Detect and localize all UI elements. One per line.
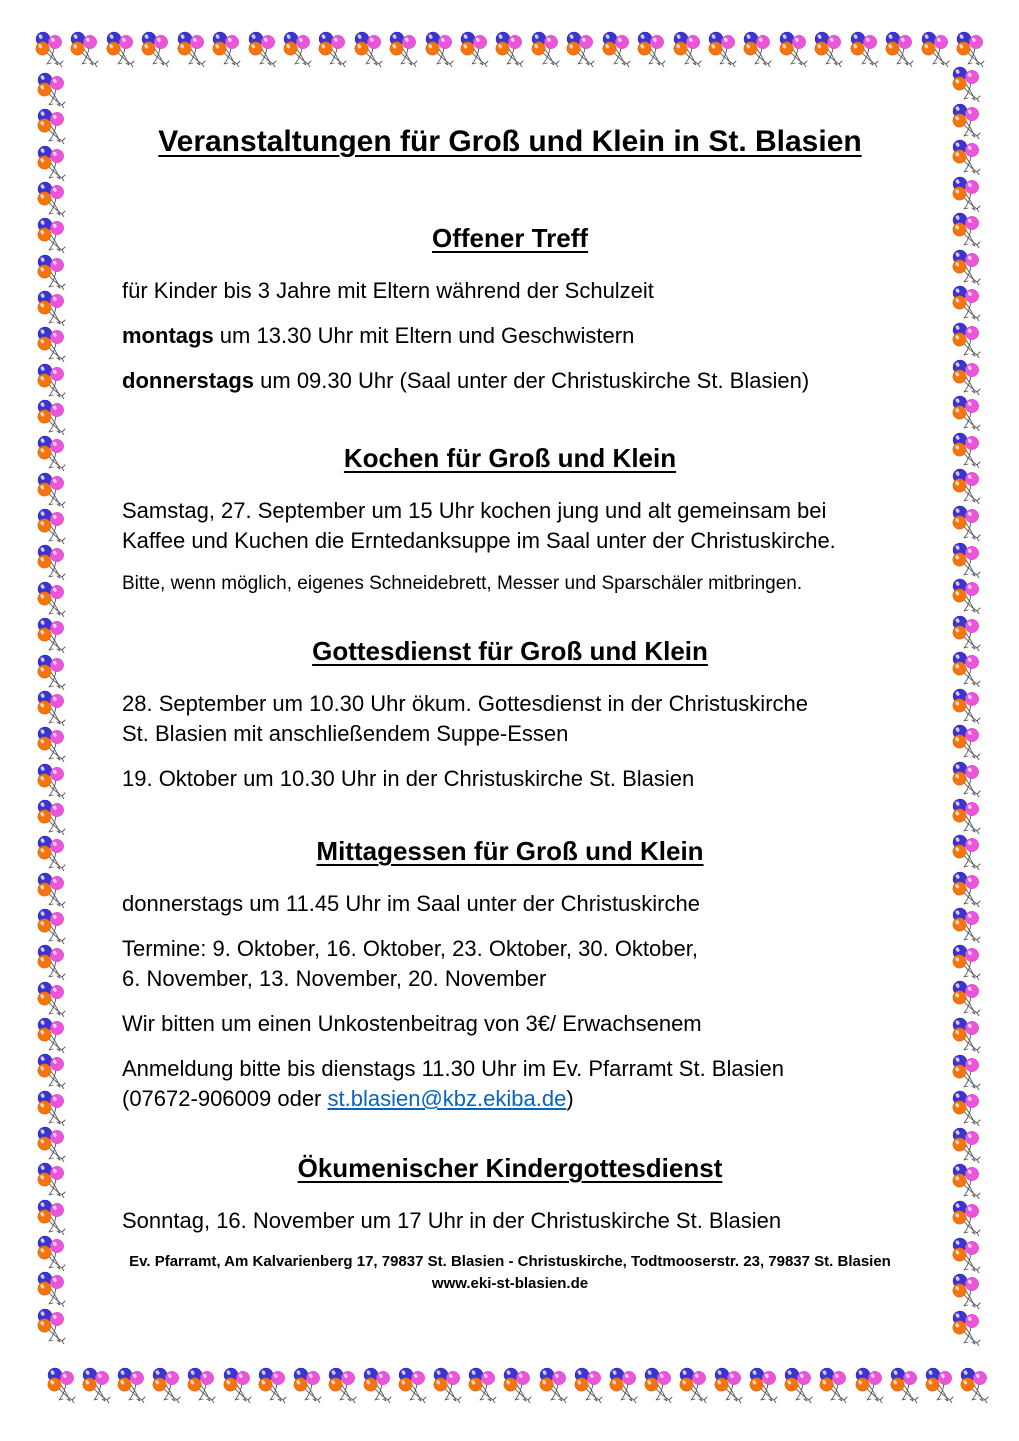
balloon-cluster-icon [36,108,70,144]
text-line: Samstag, 27. September um 15 Uhr kochen jung und alt gemeinsam bei [122,498,827,523]
balloon-cluster-icon [36,908,70,944]
text-line: St. Blasien mit anschließendem Suppe-Essen [122,721,569,746]
section-kindergottesdienst [122,1152,898,1236]
balloon-cluster-icon [36,145,70,181]
balloon-cluster-icon [222,1367,256,1403]
text-run: um 13.30 Uhr mit Eltern und Geschwistern [213,323,635,348]
balloon-cluster-icon [36,472,70,508]
balloon-cluster-icon [959,1367,993,1403]
balloon-cluster-icon [951,249,985,285]
balloon-cluster-icon [459,31,493,67]
balloon-cluster-icon [951,505,985,541]
balloon-cluster-icon [36,1235,70,1271]
balloon-cluster-icon [951,944,985,980]
balloon-cluster-icon [951,578,985,614]
balloon-cluster-icon [951,1310,985,1346]
balloon-cluster-icon [257,1367,291,1403]
balloon-cluster-icon [34,31,68,67]
balloon-cluster-icon [742,31,776,67]
balloon-cluster-icon [951,980,985,1016]
balloon-cluster-icon [36,763,70,799]
balloon-cluster-icon [36,872,70,908]
balloon-cluster-icon [951,688,985,724]
balloon-cluster-icon [713,1367,747,1403]
balloon-cluster-icon [282,31,316,67]
section-offener-treff [122,222,898,396]
text-run-bold: montags [122,323,214,348]
balloon-cluster-icon [36,181,70,217]
section-heading-offener-treff: Offener Treff [431,223,589,253]
text-line: Kaffee und Kuchen die Erntedanksuppe im Saal unter der Christuskirche. [122,528,836,553]
balloon-cluster-icon [951,798,985,834]
balloon-cluster-icon [530,31,564,67]
balloon-cluster-icon [36,1308,70,1344]
balloon-cluster-icon [36,326,70,362]
balloon-cluster-icon [502,1367,536,1403]
balloon-cluster-icon [36,1090,70,1126]
balloon-cluster-icon [36,1162,70,1198]
balloon-cluster-icon [849,31,883,67]
paragraph-donnerstags [122,366,898,396]
flyer-content [122,124,898,1295]
section-mittagessen [122,835,898,1114]
paragraph-kindergottesdienst-termin: Sonntag, 16. November um 17 Uhr in der Christuskirche St. Blasien [122,1208,782,1233]
section-gottesdienst [122,635,898,794]
balloon-cluster-icon [36,654,70,690]
balloon-cluster-icon [951,1200,985,1236]
balloon-cluster-icon [176,31,210,67]
balloon-cluster-icon [818,1367,852,1403]
paragraph-unkostenbeitrag: Wir bitten um einen Unkostenbeitrag von 3€/ Erwachsenem [122,1011,702,1036]
balloon-cluster-icon [538,1367,572,1403]
balloon-cluster-icon [608,1367,642,1403]
balloon-cluster-icon [951,468,985,504]
balloon-cluster-icon [951,1163,985,1199]
balloon-cluster-icon [643,1367,677,1403]
paragraph-kochen-hinweis: Bitte, wenn möglich, eigenes Schneidebrett, Messer und Sparschäler mitbringen. [122,573,803,594]
balloon-cluster-icon [36,981,70,1017]
balloon-cluster-icon [924,1367,958,1403]
balloon-cluster-icon [186,1367,220,1403]
balloon-cluster-icon [432,1367,466,1403]
balloon-cluster-icon [36,835,70,871]
balloon-cluster-icon [362,1367,396,1403]
balloon-cluster-icon [36,1199,70,1235]
balloon-cluster-icon [951,1090,985,1126]
balloon-cluster-icon [951,651,985,687]
balloon-border-top [34,31,989,71]
balloon-cluster-icon [951,432,985,468]
balloon-cluster-icon [951,871,985,907]
balloon-cluster-icon [327,1367,361,1403]
balloon-cluster-icon [36,617,70,653]
balloon-cluster-icon [36,581,70,617]
balloon-cluster-icon [951,761,985,797]
balloon-cluster-icon [36,1271,70,1307]
section-heading-mittagessen: Mittagessen für Groß und Klein [316,836,704,866]
text-line: Anmeldung bitte bis dienstags 11.30 Uhr im Ev. Pfarramt St. Blasien [122,1056,784,1081]
balloon-cluster-icon [951,1017,985,1053]
balloon-cluster-icon [951,212,985,248]
balloon-cluster-icon [920,31,954,67]
paragraph-mittagessen-termine [122,934,898,994]
balloon-cluster-icon [69,31,103,67]
page-title: Veranstaltungen für Groß und Klein in St. Blasien [158,125,862,158]
email-link[interactable]: st.blasien@kbz.ekiba.de [327,1086,567,1111]
balloon-cluster-icon [889,1367,923,1403]
text-run: ) [566,1086,574,1111]
paragraph-mittagessen-zeit: donnerstags um 11.45 Uhr im Saal unter der Christuskirche [122,891,700,916]
balloon-cluster-icon [116,1367,150,1403]
balloon-cluster-icon [397,1367,431,1403]
text-line: Termine: 9. Oktober, 16. Oktober, 23. Oktober, 30. Oktober, [122,936,698,961]
balloon-cluster-icon [36,544,70,580]
text-run: um 09.30 Uhr (Saal unter der Christuskirche St. Blasien) [254,368,810,393]
balloon-cluster-icon [951,395,985,431]
paragraph-kochen-termin [122,496,898,556]
text-line: 6. November, 13. November, 20. November [122,966,547,991]
paragraph-offener-treff-intro [122,276,898,306]
balloon-border-right [951,66,991,1346]
balloon-cluster-icon [81,1367,115,1403]
page-footer [122,1251,898,1295]
balloon-cluster-icon [36,363,70,399]
balloon-cluster-icon [951,615,985,651]
balloon-cluster-icon [951,1273,985,1309]
balloon-cluster-icon [36,217,70,253]
text-run: für Kinder bis 3 Jahre mit Eltern während der Schulzeit [122,278,654,303]
paragraph-anmeldung [122,1054,898,1114]
balloon-cluster-icon [951,907,985,943]
balloon-cluster-icon [951,139,985,175]
balloon-cluster-icon [105,31,139,67]
text-run: (07672-906009 oder [122,1086,328,1111]
balloon-cluster-icon [951,724,985,760]
footer-website: www.eki-st-blasien.de [431,1275,589,1292]
balloon-cluster-icon [151,1367,185,1403]
balloon-cluster-icon [951,66,985,102]
balloon-cluster-icon [36,399,70,435]
balloon-cluster-icon [36,508,70,544]
balloon-cluster-icon [951,1127,985,1163]
balloon-border-bottom [46,1367,993,1407]
balloon-cluster-icon [951,359,985,395]
balloon-cluster-icon [601,31,635,67]
section-heading-kindergottesdienst: Ökumenischer Kindergottesdienst [297,1153,723,1183]
balloon-cluster-icon [494,31,528,67]
balloon-cluster-icon [955,31,989,67]
balloon-cluster-icon [36,1053,70,1089]
balloon-cluster-icon [247,31,281,67]
balloon-cluster-icon [388,31,422,67]
balloon-cluster-icon [292,1367,326,1403]
text-line: 28. September um 10.30 Uhr ökum. Gottesdienst in der Christuskirche [122,691,808,716]
paragraph-montags [122,321,898,351]
balloon-cluster-icon [778,31,812,67]
balloon-cluster-icon [884,31,918,67]
balloon-cluster-icon [951,176,985,212]
balloon-cluster-icon [36,290,70,326]
balloon-cluster-icon [317,31,351,67]
balloon-cluster-icon [672,31,706,67]
balloon-cluster-icon [854,1367,888,1403]
section-heading-kochen: Kochen für Groß und Klein [343,443,677,473]
balloon-cluster-icon [140,31,174,67]
section-heading-gottesdienst: Gottesdienst für Groß und Klein [312,636,708,666]
balloon-cluster-icon [951,322,985,358]
balloon-cluster-icon [467,1367,501,1403]
paragraph-gottesdienst-oktober: 19. Oktober um 10.30 Uhr in der Christuskirche St. Blasien [122,766,695,791]
balloon-cluster-icon [565,31,599,67]
footer-address: Ev. Pfarramt, Am Kalvarienberg 17, 79837 St. Blasien - Christuskirche, Todtmooserstr. 23, 79837 St. Blasien [129,1253,891,1270]
text-line [122,1084,898,1114]
balloon-cluster-icon [36,690,70,726]
balloon-cluster-icon [36,254,70,290]
balloon-cluster-icon [46,1367,80,1403]
paragraph-gottesdienst-september [122,689,898,749]
balloon-cluster-icon [951,1237,985,1273]
balloon-cluster-icon [951,285,985,321]
balloon-cluster-icon [36,799,70,835]
balloon-cluster-icon [424,31,458,67]
balloon-cluster-icon [951,103,985,139]
balloon-cluster-icon [951,1054,985,1090]
balloon-cluster-icon [36,1126,70,1162]
balloon-cluster-icon [748,1367,782,1403]
balloon-cluster-icon [707,31,741,67]
balloon-cluster-icon [951,542,985,578]
balloon-cluster-icon [211,31,245,67]
balloon-cluster-icon [783,1367,817,1403]
balloon-cluster-icon [678,1367,712,1403]
balloon-cluster-icon [36,726,70,762]
balloon-cluster-icon [353,31,387,67]
balloon-cluster-icon [573,1367,607,1403]
balloon-cluster-icon [813,31,847,67]
balloon-cluster-icon [36,72,70,108]
balloon-cluster-icon [36,1017,70,1053]
text-run-bold: donnerstags [122,368,255,393]
balloon-cluster-icon [951,834,985,870]
section-kochen [122,442,898,597]
balloon-border-left [36,72,76,1344]
balloon-cluster-icon [36,944,70,980]
balloon-cluster-icon [36,435,70,471]
balloon-cluster-icon [636,31,670,67]
